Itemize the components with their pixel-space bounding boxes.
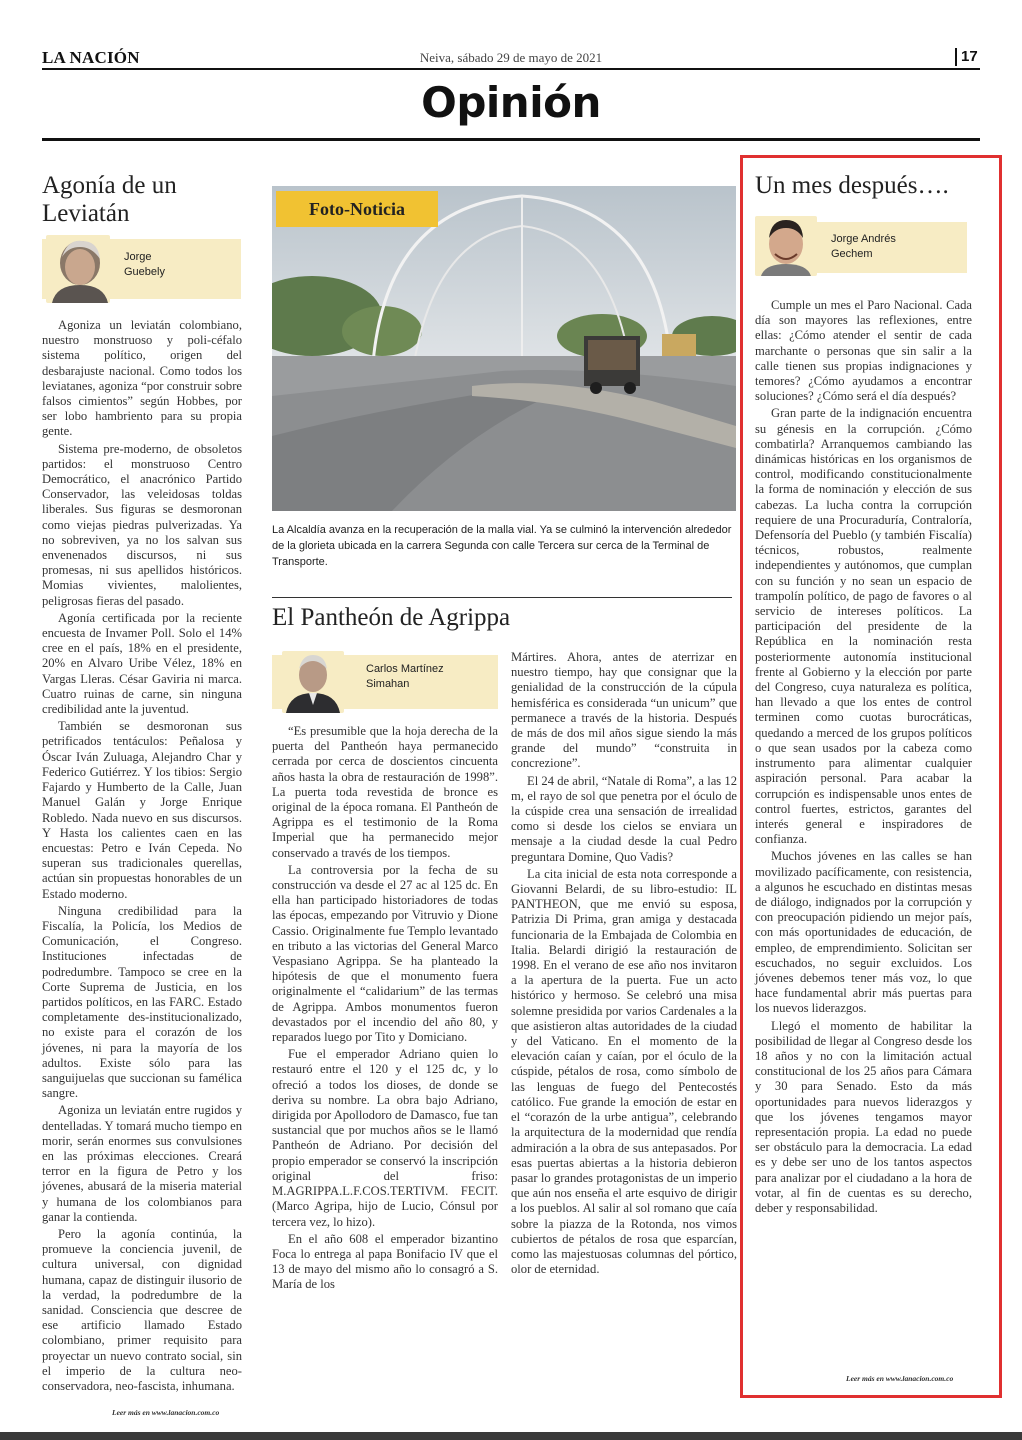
page-footer-bar bbox=[0, 1432, 1022, 1440]
left-read-more-link[interactable]: Leer más en www.lanacion.com.co bbox=[112, 1408, 220, 1417]
issue-date: Neiva, sábado 29 de mayo de 2021 bbox=[419, 50, 603, 65]
mid-article-title: El Pantheón de Agrippa bbox=[272, 604, 511, 631]
header-rule bbox=[42, 68, 980, 70]
mid-article-body-col2 bbox=[511, 650, 737, 1279]
mid-paragraph: El 24 de abril, “Natale di Roma”, a las 12 m, el rayo de sol que penetra por el óculo de la cúspide crea una sensación de irrealidad como si desde los cielos se enviara un mensaje a la ciudad desde la cual Pedro preguntara Domine, Quo Vadis? bbox=[511, 773, 737, 864]
left-paragraph: Sistema pre-moderno, de obsoletos partidos: el monstruoso Centro Democrático, el anacrónico Partido Conservador, las veleidosas toldas liberales. Sus figuras se desmoronan como viejas piedras pulverizadas. Ya no sobreviven, ya no los salvan sus envenenados discursos, ni sus promesas, ni sus apellidos históricos. Momias vivientes, malolientes, peligrosas fieras del pasado. bbox=[42, 441, 242, 608]
author-photo-guebely bbox=[46, 235, 110, 303]
left-author-name: Jorge Guebely bbox=[124, 251, 165, 278]
right-paragraph: Muchos jóvenes en las calles se han movilizado pacíficamente, con resistencia, a algunos he escuchado en distintas mesas de diálogo, indignados por la corrupción y con preocupación pidiendo un mejor país, con más oportunidades de educación, de empleo, de emprendimiento. Solicitan ser escuchados, no seguir excluidos. Los jóvenes debemos tener más voz, lo que hace fundamental abrir más puertas para los nuevos liderazgos. bbox=[755, 849, 972, 1016]
mid-paragraph: Fue el emperador Adriano quien lo restauró entre el 120 y el 125 dc, y lo ofreció a todos los dioses, de donde se deriva su nombre. La obra bajo Adriano, dirigida por Apollodoro de Damasco, fue tan sustancial que por muchos años se le llamó Pantheón de Adriano. Por decisión del propio emperador se conservó la inscripción original del friso: M.AGRIPPA.L.F.COS.TERTIVM. FECIT. (Marco Agripa, hijo de Lucio, Cónsul por tercera vez, lo hizo). bbox=[272, 1047, 498, 1229]
author-photo-martinez bbox=[282, 651, 344, 713]
right-paragraph: Gran parte de la indignación encuentra su génesis en la corrupción. ¿Cómo combatirla? Arranquemos cambiando las dinámicas históricas en los organismos de control, modificando constitucionalmente la forma de nominación y elección de sus cabezas. La lucha contra la corrupción requiere de una Procuraduría, Contraloría, Defensoría del Pueblo (y también Fiscalía) técnicos, robustos, realmente independientes y autónomos, que cumplan con su función y no sean un espacio de trampolín político, de pago de favores o al servicio de intereses políticos. La participación del presidente de la República en la nominación resta posteriormente autonomía institucional frente al Gobierno y la elección por parte del Congreso, cuya naturaleza es política, han llevado a que los entes de control terminen como cuotas burocráticas, quedando a merced de los grupos políticos o que sean usados por la cabeza como instrumento para alimentar cualquier aspiración personal. Para acabar la corrupción es indispensable unos entes de control fuertes, estrictos, garantes del interés general e inspiradores de confianza. bbox=[755, 406, 972, 847]
left-paragraph: También se desmoronan sus petrificados tentáculos: Peñalosa y Óscar Iván Zuluaga, Alejandro Char y Federico Gutiérrez. Y los tibios: Sergio Fajardo y Humberto de la Calle, Juan Manuel Galán y Jorge Enrique Robledo. Nada nuevo en sus discursos. Y Hasta los calientes caen en las encuestas: Petro e Iván Cepeda. No superan sus tradicionales querellas, actúan sin propuestas honorables de un Estado moderno. bbox=[42, 719, 242, 901]
left-paragraph: Pero la agonía continúa, la promueve la conciencia juvenil, de cultura universal, con dignidad humana, capaz de distinguir ilusorio de la verdad, la podredumbre de la sanidad. Consciencia que descree de ese artificio llamado Estado colombiano, primer requisito para proyectar un nuevo contrato social, sin el imperio de la cultura neo-conservadora, neo-fascista, inhumana. bbox=[42, 1226, 242, 1394]
right-article-body bbox=[755, 298, 972, 1218]
photo-caption: La Alcaldía avanza en la recuperación de la malla vial. Ya se culminó la intervención alrededor de la glorieta ubicada en la carrera Segunda con calle Tercera sur cerca de la Terminal de Transporte. bbox=[272, 524, 732, 568]
section-rule bbox=[42, 138, 980, 141]
news-photo bbox=[272, 186, 736, 511]
mid-paragraph: “Es presumible que la hoja derecha de la puerta del Pantheón haya permanecido cerrada por cerca de doscientos cincuenta años hasta la obra de restauración de 1998”. La puerta toda revestida de bronce es original de la época romana. El Pantheón de Agrippa es el testimonio de la Roma Imperial que ha permanecido mejor conservado a través de los tiempos. bbox=[272, 724, 498, 860]
page-number: 17 bbox=[955, 48, 978, 66]
left-paragraph: Agoniza un leviatán colombiano, nuestro monstruoso y poli-céfalo sistema político, origen del desbarajuste nacional. Como todos los leviatanes, agoniza “por construir sobre falsos cimientos” según Hobbes, por ser lobo hambriento para su propia gente. bbox=[42, 318, 242, 439]
right-paragraph: Cumple un mes el Paro Nacional. Cada día son mayores las reflexiones, entre ellas: ¿Cómo atender el sentir de cada marchante o personas que sin salir a la calle tienen sus propias indignaciones y temores? ¿Cómo ayudamos a encontrar soluciones? ¿Cómo será el día después? bbox=[755, 298, 972, 404]
mid-author-name: Carlos Martínez Simahan bbox=[366, 663, 444, 690]
right-paragraph: Llegó el momento de habilitar la posibilidad de llegar al Congreso desde los 18 años y no con la limitación actual constitucional de los 25 años para Cámara y 30 para Senado. Esto da más oportunidades para nuevos liderazgos y que los jóvenes tengamos mayor representación propia. La edad no puede ser obstáculo para la democracia. La edad es y debe ser uno de los tantos aspectos para analizar por el ciudadano a la hora de votar, al fin de cuentas es su derecho, deber y responsabilidad. bbox=[755, 1018, 972, 1215]
newspaper-logo: LA NACIÓN bbox=[42, 48, 140, 67]
left-byline bbox=[42, 239, 241, 299]
photo-news-label: Foto-Noticia bbox=[276, 191, 438, 227]
section-title: Opinión bbox=[421, 78, 601, 127]
left-paragraph: Agonía certificada por la reciente encuesta de Invamer Poll. Solo el 14% cree en el país, 18% en el presidente, 20% en Alvaro Uribe Vélez, 18% en Vargas Lleras. César Gaviria ni marca. Cuatro ruinas de carne, sin ninguna credibilidad ante la juventud. bbox=[42, 610, 242, 717]
mid-paragraph: En el año 608 el emperador bizantino Foca lo entrega al papa Bonifacio IV que el 13 de mayo del mismo año lo consagró a S. María de los bbox=[272, 1231, 498, 1292]
right-read-more-link[interactable]: Leer más en www.lanacion.com.co bbox=[846, 1374, 954, 1383]
mid-byline bbox=[272, 655, 498, 709]
left-article-title: Agonía de un Leviatán bbox=[42, 172, 177, 227]
mid-paragraph: La controversia por la fecha de su construcción va desde el 27 ac al 125 dc. En ella han participado historiadores de todas las épocas, empezando por Vitruvio y Dione Cassio. Originalmente fue Templo levantado en tributo a las victorias del General Marco Vespasiano Agrippa. Se ha planteado la hipótesis de que el monumento fuera originalmente el “calidarium” de las termas de Agrippa. Ambos monumentos fueron devastados por el incendio del año 80, y reparados luego por Tito y Domiciano. bbox=[272, 862, 498, 1045]
left-article-header bbox=[42, 172, 242, 228]
right-byline bbox=[755, 222, 967, 273]
mid-article-header bbox=[272, 604, 732, 632]
mid-paragraph: La cita inicial de esta nota corresponde a Giovanni Belardi, de su libro-estudio: IL PANTHEON, que me envió su esposa, Patrizia Di Prima, gran amiga y destacada funcionaria de la Embajada de Colombia en Italia. Belardi dirigió la restauración de 1998. En el verano de ese año nos invitaron a la apertura de la puerta. Fue un acto histórico y hermoso. Se celebró una misa solemne presidida por varios Cardenales a la que asistieron altas autoridades de la ciudad y del Vaticano. En el momento de la elevación caían y caían, por el óculo de la cúspide, pétalos de rosa, como símbolo de las lenguas de fuego del Pentecostés católico. Fue grande la emoción de estar en el “corazón de la urbe antigua”, celebrando la arquitectura de la modernidad que rendía admiración a la obra de sus antepasados. Por esas puertas abiertas a la historia debieron pasar lo grandes protagonistas de un imperio que aún nos enseña el arte esquivo de dirigir a los pueblos. Al salir al sol romano que caía sobre la piazza de la Rotonda, nos vimos cubiertos de pétalos de rosa que esparcían, como las majestuosas columnas del pórtico, olor de eternidad. bbox=[511, 866, 737, 1277]
right-author-name: Jorge Andrés Gechem bbox=[831, 233, 896, 260]
left-paragraph: Agoniza un leviatán entre rugidos y dentelladas. Y tomará mucho tiempo en morir, serán enormes sus convulsiones en las próximas elecciones. Creará terror en la figura de Petro y los jóvenes, abusará de la miseria material y humana de los colombianos para ganar la contienda. bbox=[42, 1103, 242, 1224]
mid-paragraph: Mártires. Ahora, antes de aterrizar en nuestro tiempo, hay que consignar que la genialidad de la construcción de la cúpula hemisférica es considerada “un unicum” que permanece a través de la historia. Después de más de dos mil años sigue siendo la más grande del mundo” “construita in concrezione”. bbox=[511, 650, 737, 771]
left-article-body bbox=[42, 318, 242, 1396]
photo-section-rule bbox=[272, 597, 732, 598]
author-photo-gechem bbox=[755, 216, 817, 276]
left-paragraph: Ninguna credibilidad para la Fiscalía, la Policía, los Medios de Comunicación, el Congreso. Instituciones infectadas de podredumbre. Tampoco se cree en la Corte Suprema de Justicia, en los partidos políticos, en las FARC. Estado completamente des-institucionalizado, no existe para el corazón de los jóvenes, ni para la mayoría de los adultos. Existe sólo para las sanguijuelas que succionan su famélica sangre. bbox=[42, 903, 242, 1101]
mid-article-body-col1 bbox=[272, 724, 498, 1295]
right-article-header bbox=[755, 172, 990, 200]
right-article-title: Un mes después…. bbox=[755, 172, 949, 199]
